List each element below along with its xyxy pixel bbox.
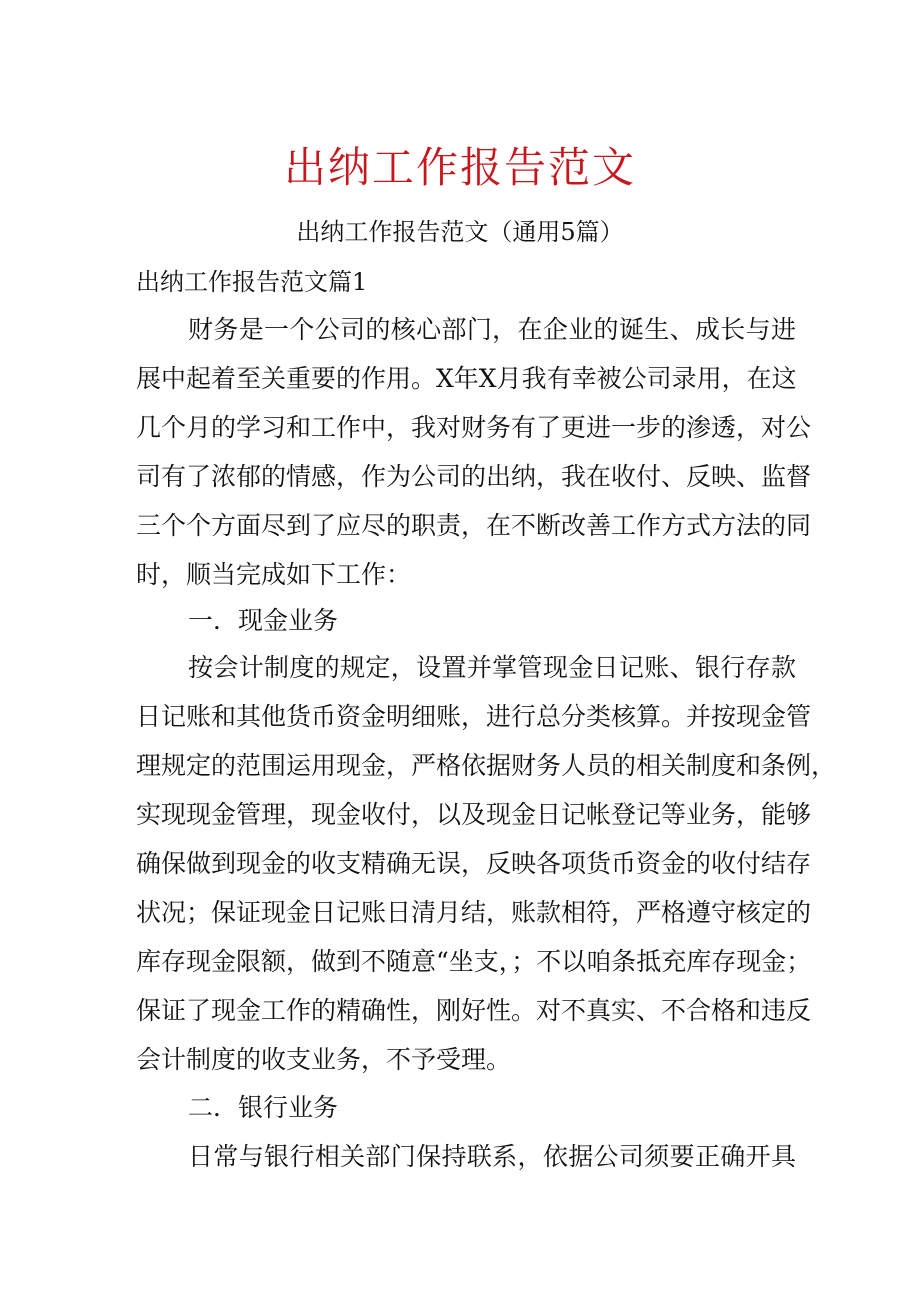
paragraph-line: 理规定的范围运用现金，严格依据财务人员的相关制度和条例，: [136, 751, 837, 780]
paragraph-line: 展中起着至关重要的作用。X年X月我有幸被公司录用，在这: [136, 364, 797, 393]
paragraph-line: 保证了现金工作的精确性，刚好性。对不真实、不合格和违反: [136, 996, 812, 1025]
item-heading-bank: 二．银行业务: [188, 1093, 339, 1122]
paragraph-line: 三个个方面尽到了应尽的职责，在不断改善工作方式方法的同: [136, 511, 812, 540]
paragraph-line: 日常与银行相关部门保持联系，依据公司须要正确开具: [188, 1142, 796, 1171]
paragraph-line: 库存现金限额，做到不随意“坐支，；不以咱条抵充库存现金；: [136, 947, 812, 976]
paragraph-line: 日记账和其他货币资金明细账，进行总分类核算。并按现金管: [136, 702, 812, 731]
paragraph-line: 确保做到现金的收支精确无误，反映各项货币资金的收付结存: [136, 849, 812, 878]
paragraph-line: 财务是一个公司的核心部门，在企业的诞生、成长与进: [188, 315, 796, 344]
paragraph-line: 时，顺当完成如下工作：: [136, 560, 412, 589]
item-heading-cash: 一．现金业务: [188, 606, 339, 635]
paragraph-line: 按会计制度的规定，设置并掌管现金日记账、银行存款: [188, 653, 796, 682]
paragraph-line: 状况；保证现金日记账日清月结，账款相符，严格遵守核定的: [136, 898, 812, 927]
paragraph-line: 实现现金管理，现金收付，以及现金日记帐登记等业务，能够: [136, 800, 812, 829]
paragraph-line: 会计制度的收支业务，不予受理。: [136, 1045, 512, 1074]
paragraph-line: 司有了浓郁的情感，作为公司的出纳，我在收付、反映、监督: [136, 462, 812, 491]
document-subtitle: 出纳工作报告范文（通用5篇）: [296, 218, 624, 246]
document-title: 出纳工作报告范文: [283, 143, 636, 192]
paragraph-line: 几个月的学习和工作中，我对财务有了更进一步的渗透，对公: [136, 413, 812, 442]
section-heading: 出纳工作报告范文篇1: [136, 268, 368, 296]
